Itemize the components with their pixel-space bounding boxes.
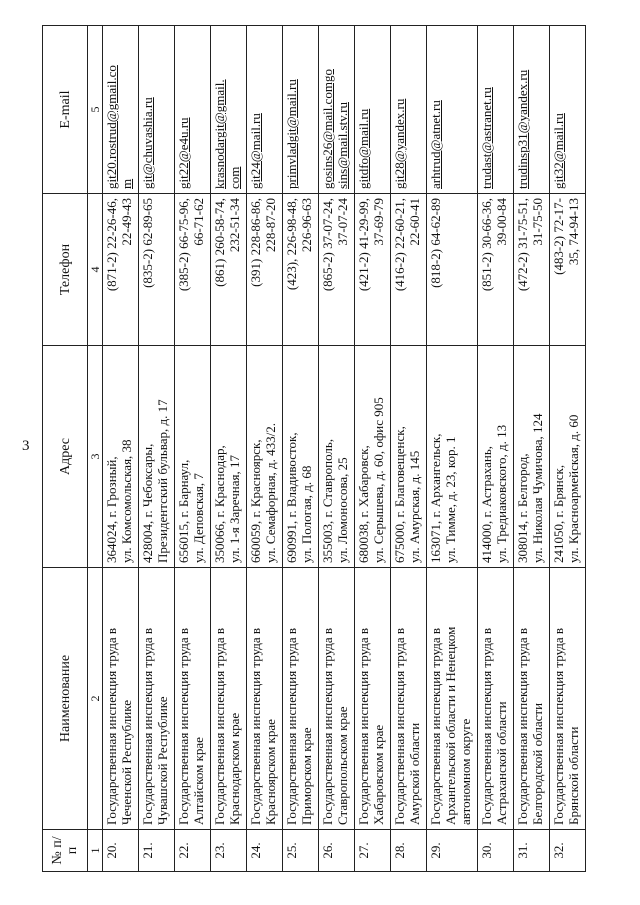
cell-address [139, 346, 175, 568]
table-row [478, 26, 514, 872]
cell-phone [139, 194, 175, 346]
cell-name-line: Государственная инспекция труда в [176, 627, 191, 825]
cell-phone-line: (385-2) 66-75-96, [176, 198, 191, 292]
cell-address [211, 346, 247, 568]
cell-number: 28. [391, 830, 427, 872]
cell-name-line: Государственная инспекция труда в [356, 627, 371, 825]
cell-name-line: Алтайском крае [191, 737, 206, 825]
cell-phone-line: 39-00-84 [494, 198, 509, 246]
cell-name-line: Государственная инспекция труда в [551, 627, 566, 825]
cell-address-line: 308014, г. Белгород, [515, 453, 530, 563]
cell-email-line: trudinsp31@yandex.ru [515, 69, 530, 189]
cell-address [391, 346, 427, 568]
cell-address-line: 241050, г. Брянск, [551, 464, 566, 563]
cell-email [211, 26, 247, 194]
cell-number: 21. [139, 830, 175, 872]
cell-address [514, 346, 550, 568]
cell-phone [391, 194, 427, 346]
cell-name [514, 568, 550, 830]
cell-email-line: gitdfo@mail.ru [356, 108, 371, 189]
cell-name [427, 568, 478, 830]
cell-address-line: 414000, г. Астрахань, [479, 445, 494, 563]
cell-email [391, 26, 427, 194]
cell-phone-line: 37-69-79 [371, 198, 386, 246]
cell-address [103, 346, 139, 568]
cell-name [103, 568, 139, 830]
cell-phone-line: 232-51-34 [227, 198, 242, 253]
cell-number: 31. [514, 830, 550, 872]
cell-number: 26. [319, 830, 355, 872]
cell-email [319, 26, 355, 194]
cell-address-line: 364024, г. Грозный, [104, 456, 119, 563]
cell-email [247, 26, 283, 194]
cell-phone [427, 194, 478, 346]
cell-number: 27. [355, 830, 391, 872]
cell-name-line: автономном округе [458, 718, 473, 825]
cell-phone-line: (851-2) 30-66-36, [479, 198, 494, 292]
cell-address-line: 660059, г. Красноярск, [248, 439, 263, 563]
rotated-table-container [42, 26, 586, 872]
cell-address-line: ул. Пологая, д. 68 [299, 465, 314, 563]
table-row [247, 26, 283, 872]
cell-address [427, 346, 478, 568]
cell-email-line: sins@mail.stv.ru [335, 102, 350, 189]
cell-number: 20. [103, 830, 139, 872]
cell-number: 22. [175, 830, 211, 872]
table-row [139, 26, 175, 872]
cell-phone [478, 194, 514, 346]
cell-email-line: trudast@astranet.ru [479, 87, 494, 189]
cell-name [211, 568, 247, 830]
cell-number: 25. [283, 830, 319, 872]
cell-phone [355, 194, 391, 346]
header-name: Наименование [43, 568, 88, 830]
table-row [283, 26, 319, 872]
cell-phone-line: (835-2) 62-89-65 [140, 198, 155, 288]
cell-phone [211, 194, 247, 346]
header-email: E-mail [43, 26, 88, 194]
cell-email-line: git22@e4u.ru [176, 117, 191, 189]
cell-email-line: primvladgit@mail.ru [284, 79, 299, 189]
cell-address-line: 690991, г. Владивосток, [284, 432, 299, 563]
cell-address [247, 346, 283, 568]
cell-name-line: Государственная инспекция труда в [479, 627, 494, 825]
cell-phone-line: 37-07-24 [335, 198, 350, 246]
table-row [319, 26, 355, 872]
cell-phone-line: 66-71-62 [191, 198, 206, 246]
cell-name-line: Государственная инспекция труда в [248, 627, 263, 825]
cell-email [550, 26, 586, 194]
cell-name-line: Государственная инспекция труда в [428, 627, 443, 825]
cell-name [175, 568, 211, 830]
cell-name [391, 568, 427, 830]
cell-name-line: Красноярском крае [263, 719, 278, 825]
cell-number: 30. [478, 830, 514, 872]
cell-phone-line: (423), 226-98-48, [284, 198, 299, 291]
cell-name-line: Государственная инспекция труда в [320, 627, 335, 825]
cell-name [319, 568, 355, 830]
table-row [550, 26, 586, 872]
cell-email [175, 26, 211, 194]
cell-email [103, 26, 139, 194]
cell-address-line: ул. Серышева, д. 60, офис 905 [371, 397, 386, 563]
labor-inspection-table [42, 25, 586, 872]
cell-address-line: 656015, г. Барнаул, [176, 459, 191, 563]
cell-phone-line: (472-2) 31-75-51, [515, 198, 530, 292]
cell-address [550, 346, 586, 568]
cell-phone-line: (483-2) 72-17- [551, 198, 566, 275]
cell-name-line: Приморском крае [299, 727, 314, 825]
cell-address-line: ул. 1-я Заречная, 17 [227, 455, 242, 563]
cell-email-line: git28@yandex.ru [392, 98, 407, 189]
cell-email-line: git24@mail.ru [248, 113, 263, 189]
cell-address [478, 346, 514, 568]
cell-name-line: Государственная инспекция труда в [212, 627, 227, 825]
cell-name-line: Ставропольском крае [335, 706, 350, 825]
cell-number: 24. [247, 830, 283, 872]
cell-phone-line: (416-2) 22-60-21, [392, 198, 407, 292]
column-index: 4 [88, 194, 103, 346]
cell-name [283, 568, 319, 830]
cell-name [247, 568, 283, 830]
page-number: 3 [22, 438, 30, 454]
cell-name-line: Чеченской Республике [119, 700, 134, 825]
table-row [427, 26, 478, 872]
cell-address-line: 350066, г. Краснодар, [212, 445, 227, 563]
cell-email-line: git32@mail.ru [551, 113, 566, 189]
cell-number: 32. [550, 830, 586, 872]
cell-address-line: 355003, г. Ставрополь, [320, 438, 335, 563]
header-address: Адрес [43, 346, 88, 568]
cell-address-line: Президентский бульвар, д. 17 [155, 399, 170, 563]
table-row [211, 26, 247, 872]
cell-phone-line: (421-2) 41-29-99, [356, 198, 371, 292]
cell-email [139, 26, 175, 194]
cell-phone-line: 228-87-20 [263, 198, 278, 253]
cell-address-line: ул. Комсомольская, 38 [119, 439, 134, 563]
cell-name-line: Белгородской области [530, 702, 545, 825]
cell-email-line: com [227, 166, 242, 189]
cell-name-line: Брянской области [566, 726, 581, 825]
cell-name-line: Амурской области [407, 722, 422, 825]
table-row [175, 26, 211, 872]
cell-address-line: ул. Николая Чумичова, 124 [530, 413, 545, 563]
header-row [43, 26, 88, 872]
cell-email [283, 26, 319, 194]
cell-email [514, 26, 550, 194]
cell-name [139, 568, 175, 830]
cell-phone-line: (818-2) 64-62-89 [428, 198, 443, 288]
cell-email [427, 26, 478, 194]
cell-phone [247, 194, 283, 346]
column-index: 1 [88, 830, 103, 872]
cell-number: 29. [427, 830, 478, 872]
cell-name-line: Государственная инспекция труда в [104, 627, 119, 825]
cell-email-line: git@chuvashia.ru [140, 97, 155, 189]
cell-phone-line: 31-75-50 [530, 198, 545, 246]
cell-address-line: ул. Деповская, 7 [191, 473, 206, 563]
header-phone: Телефон [43, 194, 88, 346]
cell-phone [175, 194, 211, 346]
cell-name-line: Краснодарском крае [227, 712, 242, 825]
cell-name-line: Государственная инспекция труда в [284, 627, 299, 825]
cell-address-line: ул. Тредиаковского, д. 13 [494, 424, 509, 563]
table-row [514, 26, 550, 872]
cell-name [355, 568, 391, 830]
cell-email [478, 26, 514, 194]
cell-phone-line: (865-2) 37-07-24, [320, 198, 335, 292]
table-row [391, 26, 427, 872]
cell-phone-line: (871-2) 22-26-46, [104, 198, 119, 292]
cell-number: 23. [211, 830, 247, 872]
cell-address-line: 428004, г. Чебоксары, [140, 443, 155, 563]
cell-phone-line: 22-60-41 [407, 198, 422, 246]
cell-phone [103, 194, 139, 346]
cell-name [478, 568, 514, 830]
cell-phone-line: (391) 228-86-86, [248, 198, 263, 287]
cell-email-line: krasnodargit@gmail. [212, 79, 227, 189]
cell-phone [550, 194, 586, 346]
header-num: № п/п [43, 830, 88, 872]
cell-phone-line: (861) 260-58-74, [212, 198, 227, 287]
cell-address [175, 346, 211, 568]
cell-name-line: Архангельской области и Ненецком [443, 626, 458, 825]
cell-name-line: Хабаровском крае [371, 724, 386, 825]
cell-phone [319, 194, 355, 346]
cell-address [355, 346, 391, 568]
cell-phone [283, 194, 319, 346]
cell-address [283, 346, 319, 568]
column-index: 5 [88, 26, 103, 194]
cell-address-line: 163071, г. Архангельск, [428, 433, 443, 563]
cell-address-line: ул. Семафорная, д. 433/2. [263, 422, 278, 563]
cell-address-line: 680038, г. Хабаровск, [356, 445, 371, 563]
cell-name-line: Астраханской области [494, 701, 509, 825]
cell-address-line: ул. Ломоносова, 25 [335, 457, 350, 563]
cell-address-line: 675000, г. Благовещенск, [392, 426, 407, 563]
cell-email [355, 26, 391, 194]
cell-phone-line: 35, 74-94-13 [566, 198, 581, 266]
column-index: 3 [88, 346, 103, 568]
table-row [103, 26, 139, 872]
cell-name-line: Государственная инспекция труда в [515, 627, 530, 825]
cell-email-line: gosins26@mail.comgo [320, 69, 335, 189]
column-index-row [88, 26, 103, 872]
cell-address-line: ул. Красноармейская, д. 60 [566, 414, 581, 563]
cell-name-line: Государственная инспекция труда в [140, 627, 155, 825]
cell-email-line: git20.rostrud@gmail.co [104, 65, 119, 189]
table-body [103, 26, 586, 872]
cell-name [550, 568, 586, 830]
cell-address-line: ул. Амурская, д. 145 [407, 450, 422, 563]
cell-email-line: m [119, 178, 134, 189]
cell-phone-line: 22-49-43 [119, 198, 134, 246]
cell-email-line: arhtrud@atnet.ru [428, 100, 443, 189]
column-index: 2 [88, 568, 103, 830]
table-row [355, 26, 391, 872]
cell-address [319, 346, 355, 568]
cell-name-line: Государственная инспекция труда в [392, 627, 407, 825]
cell-phone-line: 226-96-63 [299, 198, 314, 253]
cell-phone [514, 194, 550, 346]
cell-address-line: ул. Тимме, д. 23, кор. 1 [443, 436, 458, 563]
cell-name-line: Чувашской Республике [155, 696, 170, 825]
